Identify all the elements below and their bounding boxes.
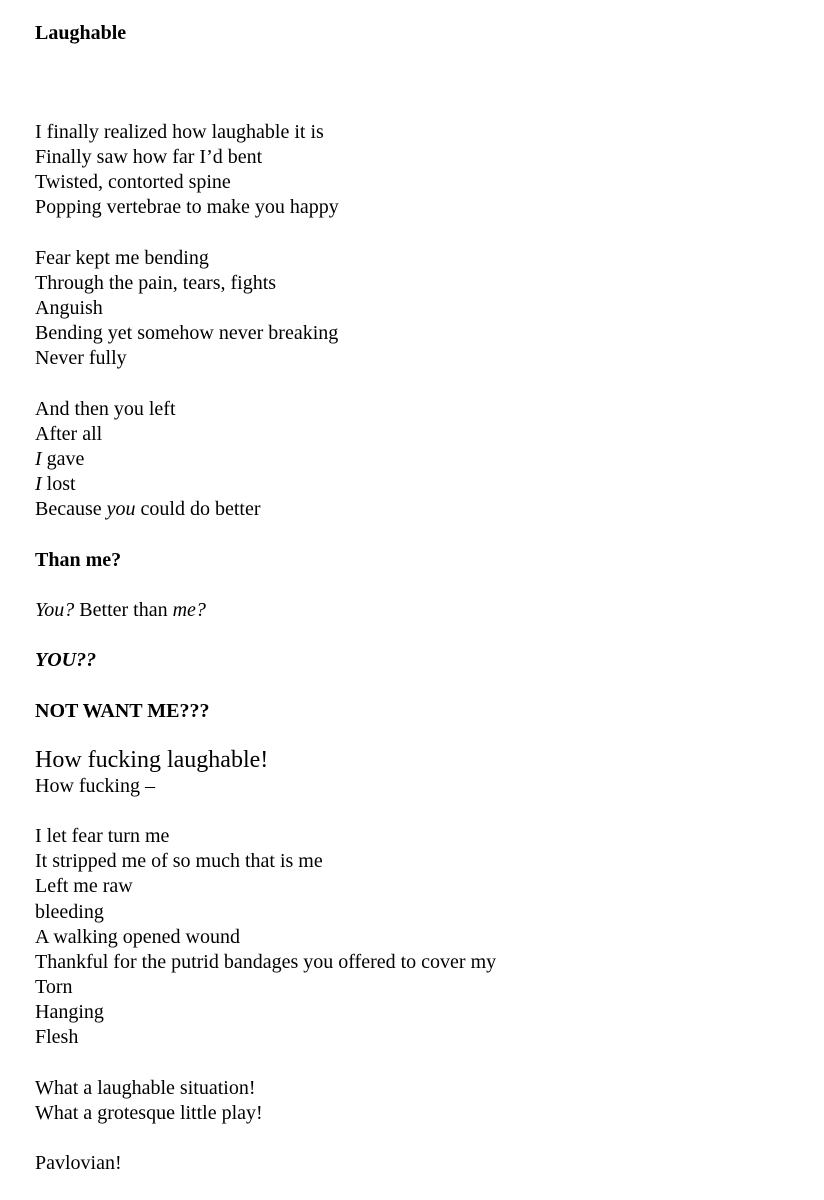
bold-italic-you: YOU?? xyxy=(35,649,97,672)
stanza-gap xyxy=(35,372,795,397)
italic-me: me? xyxy=(172,598,206,621)
poem-line: Twisted, contorted spine xyxy=(35,171,231,194)
you-caps-line xyxy=(35,648,795,673)
poem-line: I finally realized how laughable it is xyxy=(35,121,324,143)
poem-line: Fear kept me bending xyxy=(35,246,209,269)
laughable-large-line: How fucking laughable! xyxy=(35,746,269,773)
poem-line: Finally saw how far I’d bent xyxy=(35,146,263,169)
italic-i: I xyxy=(35,448,42,470)
line-text: could do better xyxy=(135,498,261,521)
stanza-gap xyxy=(35,623,795,648)
poem-line: After all xyxy=(35,422,103,445)
poem-line: Pavlovian! xyxy=(35,1152,122,1175)
italic-you: You? xyxy=(35,598,75,621)
stanza-gap xyxy=(35,522,795,547)
poem-line: Left me raw xyxy=(35,875,133,898)
than-me-line: Than me? xyxy=(35,548,122,571)
poem-line: Never fully xyxy=(35,347,127,370)
poem-line: Hanging xyxy=(35,1001,104,1024)
poem-line: I let fear turn me xyxy=(35,825,170,848)
italic-i: I xyxy=(35,473,42,496)
line-text: Better than xyxy=(74,598,173,621)
poem-line: And then you left xyxy=(35,397,176,420)
stanza-gap xyxy=(35,673,795,698)
poem-line: A walking opened wound xyxy=(35,925,240,948)
poem-line: Thankful for the putrid bandages you offered to cover my xyxy=(35,950,497,973)
stanza-gap xyxy=(35,724,795,749)
poem-line: Flesh xyxy=(35,1026,79,1049)
poem-line: What a laughable situation! xyxy=(35,1076,256,1099)
italic-you: you xyxy=(106,498,136,521)
stanza-gap xyxy=(35,573,795,598)
poem-line: Anguish xyxy=(35,297,103,320)
poem-line: Popping vertebrae to make you happy xyxy=(35,196,339,219)
poem-line xyxy=(35,447,795,472)
poem-line: Torn xyxy=(35,976,73,999)
poem-line xyxy=(35,497,795,522)
poem-line: Bending yet somehow never breaking xyxy=(35,322,339,345)
poem-line: How fucking – xyxy=(35,774,155,797)
stanza-gap xyxy=(35,1051,795,1076)
not-want-me-line: NOT WANT ME??? xyxy=(35,699,210,722)
poem-line xyxy=(35,472,795,497)
poem-line: Through the pain, tears, fights xyxy=(35,271,277,294)
stanza-gap xyxy=(35,1126,795,1151)
line-text: Because xyxy=(35,498,107,521)
line-text: gave xyxy=(41,448,85,470)
poem-line: bleeding xyxy=(35,900,104,923)
poem-line: It stripped me of so much that is me xyxy=(35,850,323,873)
poem-line: What a grotesque little play! xyxy=(35,1101,263,1124)
better-than-me-line xyxy=(35,598,795,623)
line-text: lost xyxy=(41,473,76,496)
stanza-gap xyxy=(35,221,795,246)
poem-body xyxy=(35,120,795,1176)
stanza-gap xyxy=(35,799,795,824)
poem-title: Laughable xyxy=(35,22,127,44)
